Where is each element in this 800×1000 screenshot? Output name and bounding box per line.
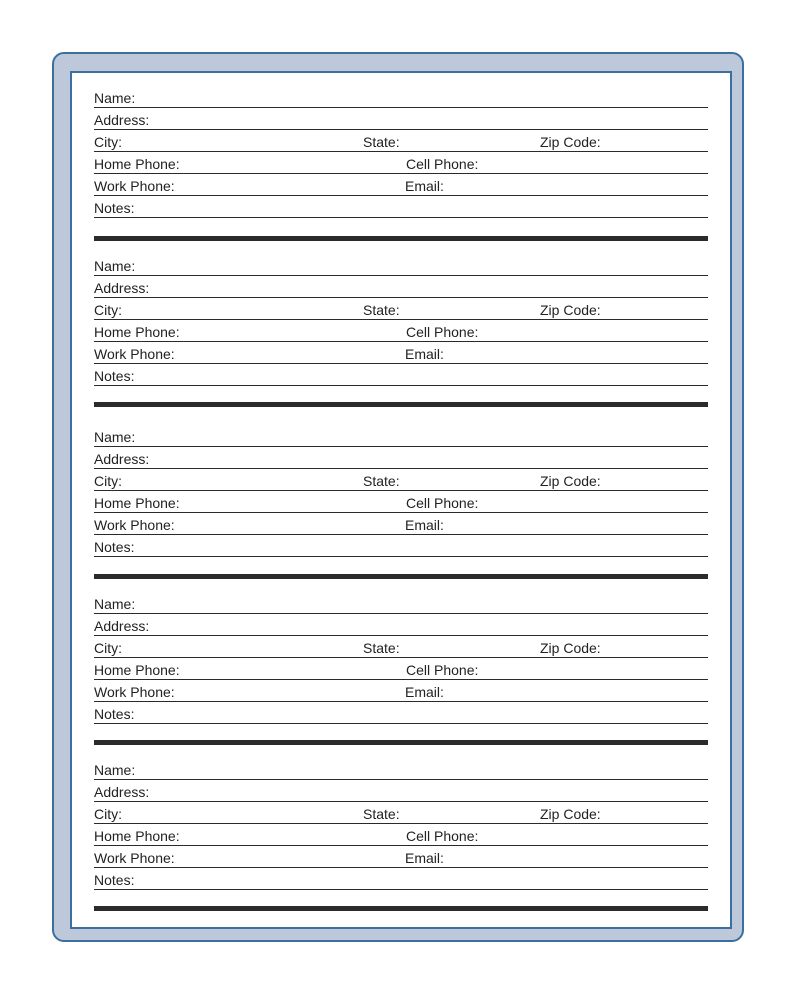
state-label: State: <box>363 806 400 822</box>
name-row[interactable] <box>94 86 708 108</box>
work-phone-email-row[interactable] <box>94 174 708 196</box>
home-phone-label: Home Phone: <box>94 828 180 844</box>
address-label: Address: <box>94 280 150 296</box>
city-label: City: <box>94 640 122 656</box>
notes-label: Notes: <box>94 872 135 888</box>
city-state-zip-row[interactable] <box>94 298 708 320</box>
notes-row[interactable] <box>94 535 708 557</box>
zip-code-label: Zip Code: <box>540 134 601 150</box>
contact-entry-1 <box>94 86 708 218</box>
city-state-zip-row[interactable] <box>94 802 708 824</box>
city-state-zip-row[interactable] <box>94 130 708 152</box>
name-row[interactable] <box>94 254 708 276</box>
address-label: Address: <box>94 784 150 800</box>
address-label: Address: <box>94 618 150 634</box>
city-label: City: <box>94 473 122 489</box>
work-phone-email-row[interactable] <box>94 680 708 702</box>
name-row[interactable] <box>94 592 708 614</box>
notes-row[interactable] <box>94 868 708 890</box>
notes-row[interactable] <box>94 196 708 218</box>
name-label: Name: <box>94 762 136 778</box>
cell-phone-label: Cell Phone: <box>406 495 479 511</box>
zip-code-label: Zip Code: <box>540 640 601 656</box>
name-row[interactable] <box>94 758 708 780</box>
address-label: Address: <box>94 451 150 467</box>
address-row[interactable] <box>94 447 708 469</box>
city-state-zip-row[interactable] <box>94 636 708 658</box>
home-cell-phone-row[interactable] <box>94 152 708 174</box>
email-label: Email: <box>405 850 444 866</box>
notes-label: Notes: <box>94 368 135 384</box>
entry-divider <box>94 402 708 407</box>
address-row[interactable] <box>94 780 708 802</box>
email-label: Email: <box>405 517 444 533</box>
work-phone-email-row[interactable] <box>94 342 708 364</box>
work-phone-label: Work Phone: <box>94 684 175 700</box>
notes-label: Notes: <box>94 539 135 555</box>
email-label: Email: <box>405 684 444 700</box>
notes-row[interactable] <box>94 702 708 724</box>
email-label: Email: <box>405 346 444 362</box>
home-phone-label: Home Phone: <box>94 495 180 511</box>
contact-entry-4 <box>94 592 708 724</box>
cell-phone-label: Cell Phone: <box>406 828 479 844</box>
address-label: Address: <box>94 112 150 128</box>
address-row[interactable] <box>94 276 708 298</box>
work-phone-label: Work Phone: <box>94 346 175 362</box>
work-phone-label: Work Phone: <box>94 517 175 533</box>
email-label: Email: <box>405 178 444 194</box>
cell-phone-label: Cell Phone: <box>406 156 479 172</box>
state-label: State: <box>363 134 400 150</box>
home-phone-label: Home Phone: <box>94 156 180 172</box>
home-phone-label: Home Phone: <box>94 662 180 678</box>
entry-divider <box>94 574 708 579</box>
work-phone-label: Work Phone: <box>94 850 175 866</box>
zip-code-label: Zip Code: <box>540 473 601 489</box>
contact-entry-3 <box>94 425 708 557</box>
cell-phone-label: Cell Phone: <box>406 662 479 678</box>
address-row[interactable] <box>94 108 708 130</box>
address-row[interactable] <box>94 614 708 636</box>
notes-label: Notes: <box>94 706 135 722</box>
state-label: State: <box>363 473 400 489</box>
city-state-zip-row[interactable] <box>94 469 708 491</box>
name-label: Name: <box>94 596 136 612</box>
contact-entry-2 <box>94 254 708 386</box>
notes-row[interactable] <box>94 364 708 386</box>
work-phone-email-row[interactable] <box>94 846 708 868</box>
home-cell-phone-row[interactable] <box>94 320 708 342</box>
name-label: Name: <box>94 258 136 274</box>
state-label: State: <box>363 640 400 656</box>
notes-label: Notes: <box>94 200 135 216</box>
work-phone-email-row[interactable] <box>94 513 708 535</box>
zip-code-label: Zip Code: <box>540 806 601 822</box>
zip-code-label: Zip Code: <box>540 302 601 318</box>
name-row[interactable] <box>94 425 708 447</box>
home-cell-phone-row[interactable] <box>94 491 708 513</box>
city-label: City: <box>94 134 122 150</box>
work-phone-label: Work Phone: <box>94 178 175 194</box>
entry-divider <box>94 906 708 911</box>
home-cell-phone-row[interactable] <box>94 824 708 846</box>
entry-divider <box>94 740 708 745</box>
city-label: City: <box>94 806 122 822</box>
home-cell-phone-row[interactable] <box>94 658 708 680</box>
contact-entry-5 <box>94 758 708 890</box>
cell-phone-label: Cell Phone: <box>406 324 479 340</box>
home-phone-label: Home Phone: <box>94 324 180 340</box>
city-label: City: <box>94 302 122 318</box>
state-label: State: <box>363 302 400 318</box>
name-label: Name: <box>94 429 136 445</box>
entry-divider <box>94 236 708 241</box>
name-label: Name: <box>94 90 136 106</box>
